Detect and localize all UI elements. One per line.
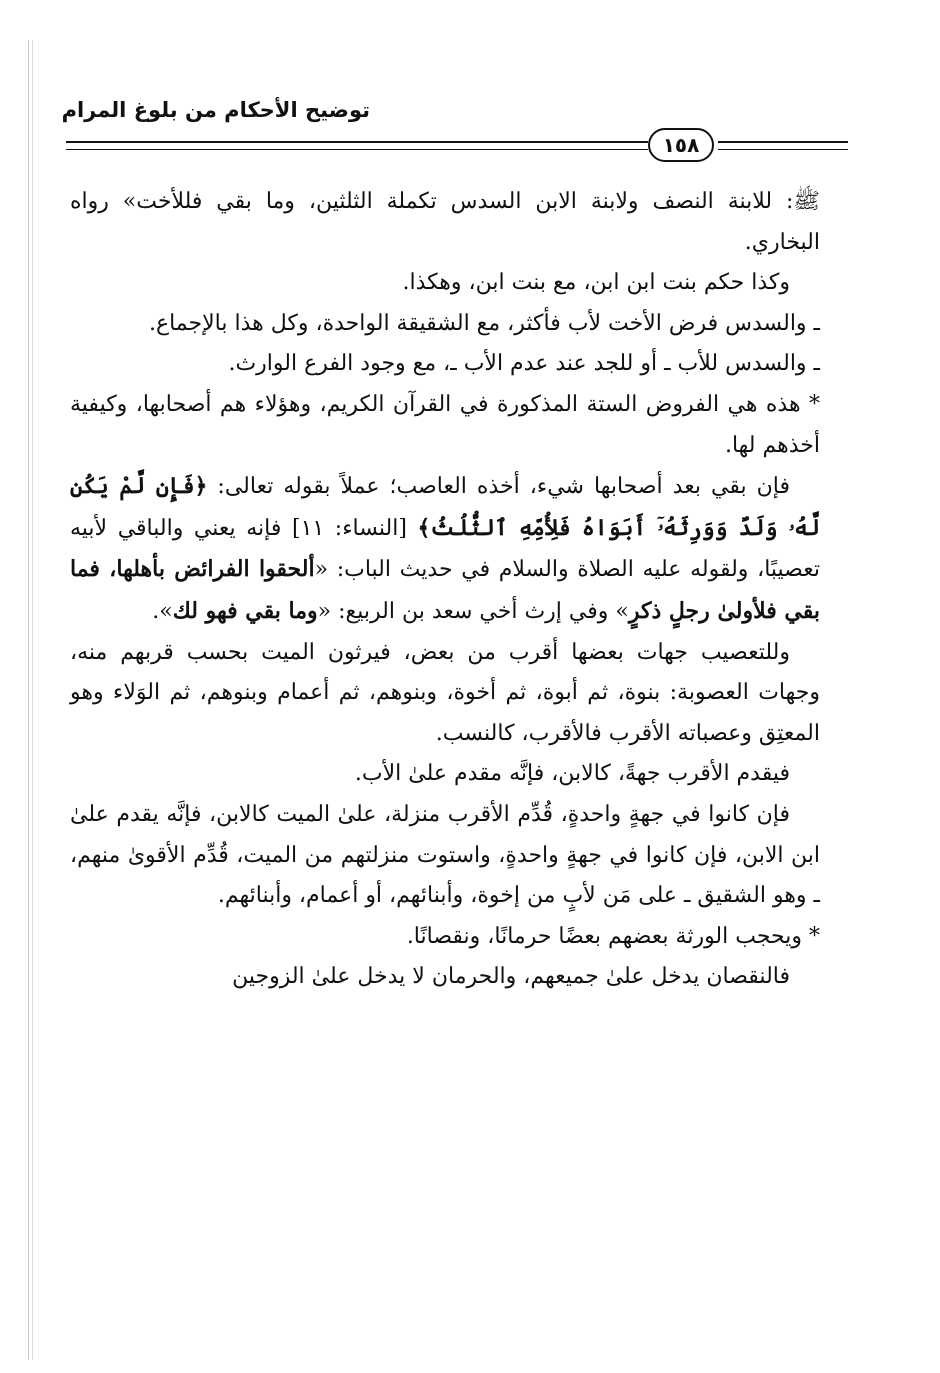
- page-number: ١٥٨: [648, 128, 714, 162]
- paragraph: [70, 182, 820, 263]
- text-run: * هذه هي الفروض الستة المذكورة في القرآن الكريم، وهؤلاء هم أصحابها، وكيفية أخذهم لها.: [70, 391, 820, 458]
- quran-verse: ﴿فَإِن لَّمْ يَكُن لَّهُۥ وَلَدٌ وَوَرِثَهُۥٓ أَبَوَاهُ فَلِأُمِّهِ ٱلثُّلُثُ﴾: [70, 473, 821, 541]
- text-run: ».: [152, 598, 173, 624]
- paragraph: [70, 633, 820, 755]
- text-run: * ويحجب الورثة بعضهم بعضًا حرمانًا، ونقصانًا.: [406, 923, 820, 949]
- text-run: فيقدم الأقرب جهةً، كالابن، فإنَّه مقدم علىٰ الأب.: [354, 761, 790, 787]
- scan-edge-line: [28, 40, 33, 1360]
- paragraph: [70, 917, 820, 958]
- paragraph: [70, 304, 820, 345]
- header-rule-left: [66, 141, 648, 150]
- paragraph: [70, 754, 820, 795]
- text-run: [النساء: ١١] فإنه يعني والباقي لأبيه تعصيبًا، ولقوله عليه الصلاة والسلام في حديث الباب: «: [70, 515, 820, 583]
- paragraph: [70, 385, 820, 466]
- text-run: وكذا حكم بنت ابن ابن، مع بنت ابن، وهكذا.: [402, 270, 790, 296]
- paragraph: [70, 957, 820, 998]
- text-run: وللتعصيب جهات بعضها أقرب من بعض، فيرثون الميت بحسب قربهم منه، وجهات العصوبة: بنوة، ثم أبوة، ثم أخوة، وبنوهم، ثم أعمام وبنوهم، ثم الوَلاء وهو المعتِق وعصباته الأقرب فالأقرب، كالنسب.: [70, 639, 820, 746]
- paragraph: [70, 795, 820, 917]
- header-rule-right: [718, 141, 848, 150]
- text-run: فإن كانوا في جهةٍ واحدةٍ، قُدِّم الأقرب منزلة، علىٰ الميت كالابن، فإنَّه يقدم علىٰ ابن الابن، فإن كانوا في جهةٍ واحدةٍ، واستوت منزلتهم من الميت، قُدِّم الأقوىٰ منهم، ـ وهو الشقيق ـ على مَن لأبٍ من إخوة، وأبنائهم، أو أعمام، وأبنائهم.: [70, 801, 820, 909]
- book-title: توضيح الأحكام من بلوغ المرام: [61, 98, 370, 122]
- text-run: » وفي إرث أخي سعد بن الربيع: «: [317, 598, 629, 624]
- paragraph: [70, 344, 820, 385]
- page-header: [0, 0, 940, 160]
- text-run: فالنقصان يدخل علىٰ جميعهم، والحرمان لا يدخل علىٰ الزوجين: [232, 964, 790, 990]
- hadith-quote: وما بقي فهو لك: [172, 597, 318, 624]
- text-run: فإن بقي بعد أصحابها شيء، أخذه العاصب؛ عملاً بقوله تعالى:: [207, 474, 790, 500]
- paragraph: [70, 466, 820, 632]
- paragraph: [70, 263, 820, 304]
- body-text: [70, 182, 820, 998]
- text-run: ـ والسدس فرض الأخت لأب فأكثر، مع الشقيقة الواحدة، وكل هذا بالإجماع.: [148, 310, 820, 336]
- hadith-quote: ألحقوا الفرائض بأهلها، فما بقي فلأولىٰ رجلٍ ذكرٍ: [70, 556, 820, 624]
- text-run: ﷺ: للابنة النصف ولابنة الابن السدس تكملة الثلثين، وما بقي فللأخت» رواه البخاري.: [70, 189, 820, 255]
- text-run: ـ والسدس للأب ـ أو للجد عند عدم الأب ـ، مع وجود الفرع الوارث.: [228, 351, 820, 377]
